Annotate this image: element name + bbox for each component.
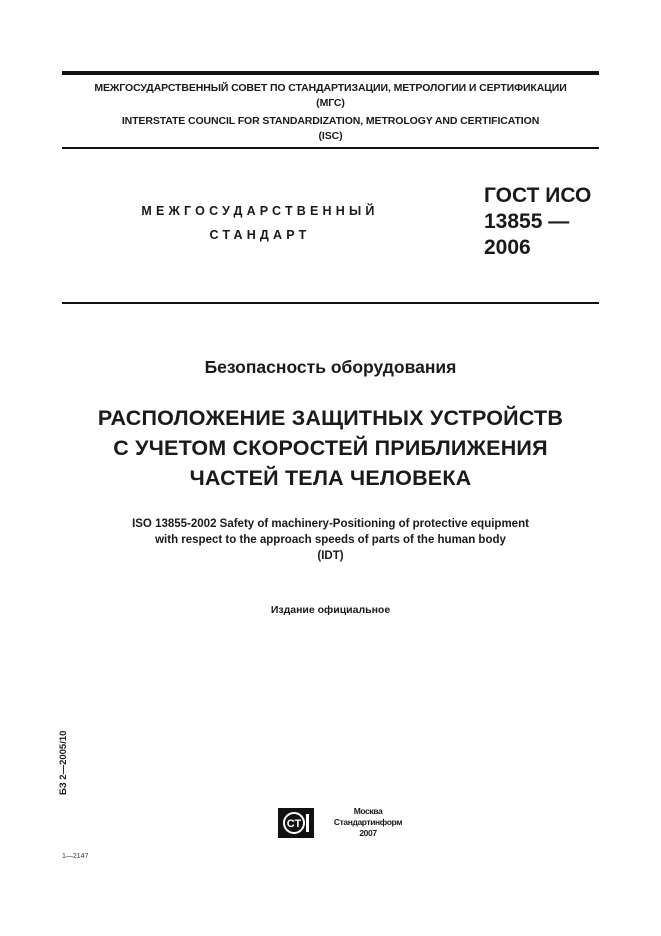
main-title bbox=[62, 403, 599, 493]
standard-number-line3: 2006 bbox=[484, 236, 531, 259]
main-title-line1: РАСПОЛОЖЕНИЕ ЗАЩИТНЫХ УСТРОЙСТВ bbox=[97, 406, 564, 430]
publisher-year: 2007 bbox=[359, 828, 377, 838]
council-abbr-ru: (МГС) bbox=[316, 97, 345, 109]
subtitle: Безопасность оборудования bbox=[204, 357, 457, 377]
svg-text:СТ: СТ bbox=[286, 818, 302, 830]
edition-label: Издание официальное bbox=[270, 604, 391, 616]
section-rule bbox=[62, 302, 599, 304]
council-name-en: INTERSTATE COUNCIL FOR STANDARDIZATION, METROLOGY AND CERTIFICATION bbox=[121, 115, 540, 127]
publisher-name: Стандартинформ bbox=[333, 817, 403, 827]
council-header bbox=[62, 81, 599, 144]
publisher-block bbox=[320, 806, 416, 839]
main-title-line2: С УЧЕТОМ СКОРОСТЕЙ ПРИБЛИЖЕНИЯ bbox=[113, 436, 548, 460]
iso-reference-line2: with respect to the approach speeds of parts of the human body bbox=[155, 534, 506, 546]
standard-number bbox=[484, 183, 591, 261]
header-bottom-rule bbox=[62, 147, 599, 149]
standard-kind-line1: МЕЖГОСУДАРСТВЕННЫЙ bbox=[141, 204, 379, 218]
standard-kind-line2: СТАНДАРТ bbox=[209, 228, 311, 242]
iso-reference-line3: (IDT) bbox=[317, 550, 344, 562]
council-name-ru: МЕЖГОСУДАРСТВЕННЫЙ СОВЕТ ПО СТАНДАРТИЗАЦИИ, МЕТРОЛОГИИ И СЕРТИФИКАЦИИ bbox=[94, 82, 567, 94]
iso-reference-line1: ISO 13855-2002 Safety of machinery-Positioning of protective equipment bbox=[132, 518, 529, 530]
top-rule bbox=[62, 71, 599, 75]
standartinform-logo-icon bbox=[278, 808, 314, 838]
main-title-line3: ЧАСТЕЙ ТЕЛА ЧЕЛОВЕКА bbox=[189, 466, 472, 490]
publisher-city: Москва bbox=[353, 806, 383, 816]
council-abbr-en: (ISC) bbox=[318, 130, 343, 142]
standard-kind bbox=[120, 199, 400, 247]
standard-number-line2: 13855 — bbox=[484, 210, 570, 233]
vertical-code: БЗ 2—2005/10 bbox=[58, 730, 69, 795]
iso-reference bbox=[62, 516, 599, 564]
standard-number-line1: ГОСТ ИСО bbox=[484, 184, 592, 207]
order-number: 1—2147 bbox=[62, 853, 89, 860]
